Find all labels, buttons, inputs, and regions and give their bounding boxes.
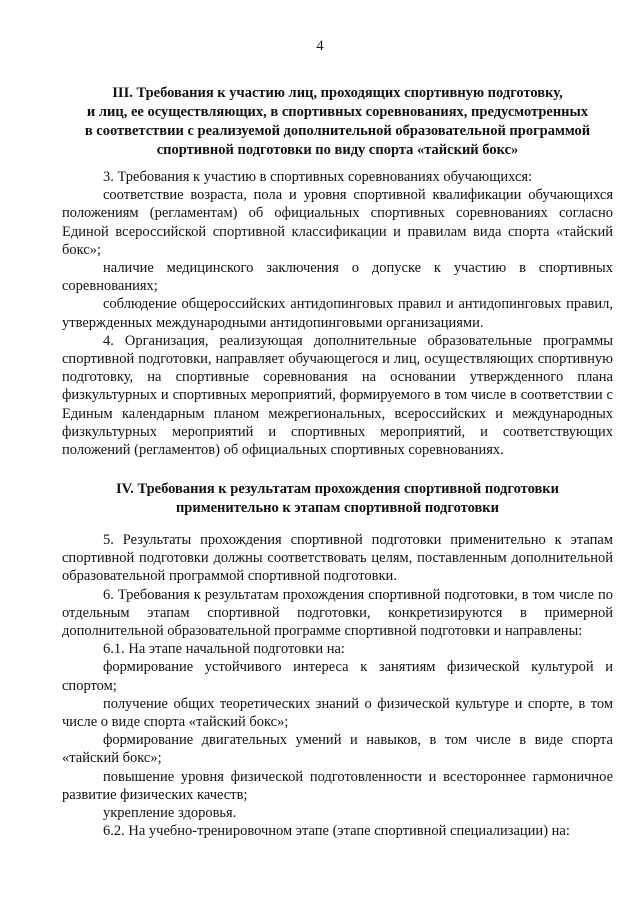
- section-4-body: [62, 531, 613, 840]
- heading-line: в соответствии с реализуемой дополнительной образовательной программой: [84, 123, 591, 139]
- paragraph: укрепление здоровья.: [103, 805, 237, 822]
- heading-line: III. Требования к участию лиц, проходящих спортивную подготовку,: [112, 85, 563, 101]
- paragraph: повышение уровня физической подготовленности и всестороннее гармоничное развитие физических качеств;: [62, 768, 613, 803]
- paragraph-5: 5. Результаты прохождения спортивной подготовки применительно к этапам спортивной подготовки должны соответствовать целям, поставленным дополнительной образовательной программой спортивной подготовки.: [62, 532, 613, 585]
- heading-line: спортивной подготовки по виду спорта «тайский бокс»: [156, 142, 519, 158]
- heading-line: применительно к этапам спортивной подготовки: [175, 500, 500, 516]
- paragraph: формирование устойчивого интереса к занятиям физической культурой и спортом;: [62, 659, 613, 694]
- section-3-body: [62, 168, 613, 459]
- heading-line: и лиц, ее осуществляющих, в спортивных соревнованиях, предусмотренных: [86, 104, 589, 120]
- paragraph: соответствие возраста, пола и уровня спортивной квалификации обучающихся положениям (регламентам) об официальных спортивных соревнованиях согласно Единой всероссийской спортивной классификации и правилам вида спорта «тайский бокс»;: [62, 187, 613, 258]
- paragraph: получение общих теоретических знаний о физической культуре и спорте, в том числе о виде спорта «тайский бокс»;: [62, 695, 613, 731]
- heading-line: IV. Требования к результатам прохождения спортивной подготовки: [115, 481, 559, 497]
- paragraph-4: 4. Организация, реализующая дополнительные образовательные программы спортивной подготовки, направляет обучающегося и лиц, осуществляющих спортивную подготовку, на спортивные соревнования на основании утвержденного плана физкультурных и спортивных мероприятий, формируемого в том числе в соответствии с Единым календарным планом межрегиональных, всероссийских и международных физкультурных мероприятий и спортивных мероприятий, и соответствующих положений (регламентов) об официальных спортивных соревнованиях.: [62, 332, 613, 459]
- paragraph: наличие медицинского заключения о допуске к участию в спортивных соревнованиях;: [62, 260, 613, 295]
- paragraph-6-2: 6.2. На учебно-тренировочном этапе (этапе спортивной специализации) на:: [103, 823, 570, 840]
- page-number: 4: [316, 38, 324, 54]
- paragraph: формирование двигательных умений и навыков, в том числе в виде спорта «тайский бокс»;: [62, 732, 613, 767]
- section-3-heading: [50, 84, 625, 160]
- section-4-heading: [50, 480, 625, 518]
- paragraph-3: 3. Требования к участию в спортивных соревнованиях обучающихся:: [103, 169, 533, 185]
- paragraph-6-1: 6.1. На этапе начальной подготовки на:: [103, 641, 345, 658]
- paragraph: соблюдение общероссийских антидопинговых правил и антидопинговых правил, утвержденных международными антидопинговыми организациями.: [62, 296, 613, 331]
- paragraph-6: 6. Требования к результатам прохождения спортивной подготовки, в том числе по отдельным этапам спортивной подготовки, конкретизируются в примерной дополнительной образовательной программе спортивной подготовки и направлены:: [62, 586, 613, 640]
